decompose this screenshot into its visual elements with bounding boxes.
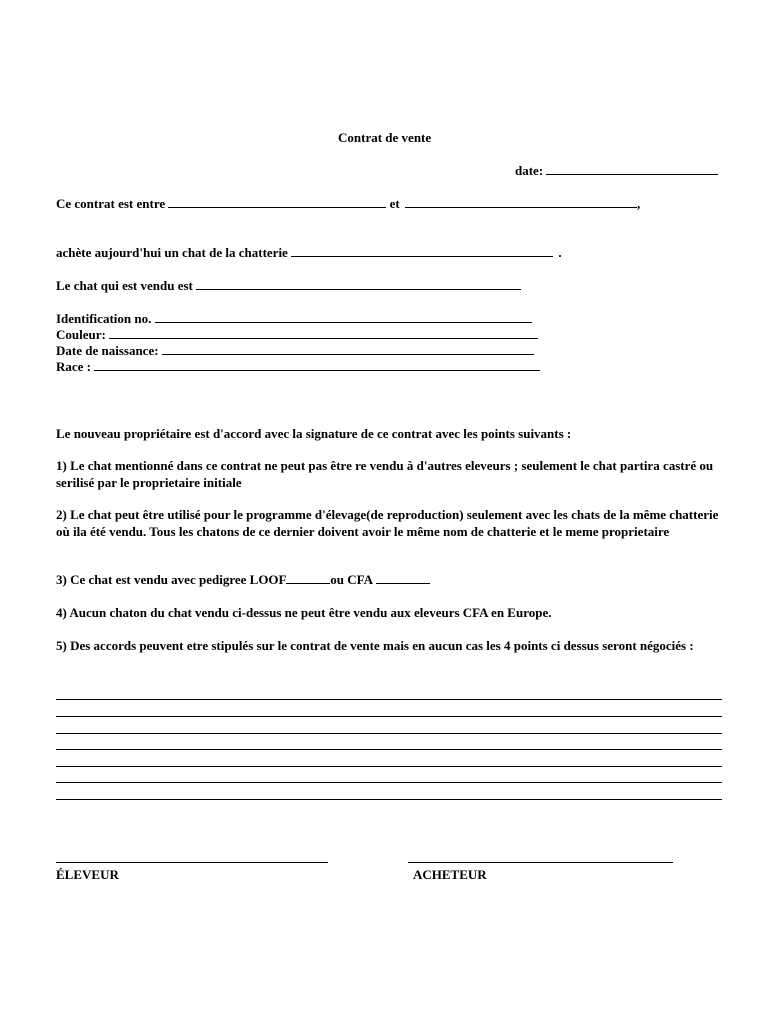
cat-field-identification	[56, 311, 532, 327]
identification-field[interactable]	[155, 311, 532, 323]
cat-field-birthdate	[56, 343, 534, 359]
birthdate-field[interactable]	[162, 343, 534, 355]
agreement-point-5: 5) Des accords peuvent etre stipulés sur le contrat de vente mais en aucun cas les 4 points ci dessus seront négociés :	[56, 638, 694, 653]
agreement-point-3	[56, 572, 430, 588]
agreement-point-4: 4) Aucun chaton du chat vendu ci-dessus ne peut être vendu aux eleveurs CFA en Europe.	[56, 605, 552, 620]
page-title: Contrat de vente	[338, 130, 432, 145]
seller-name-field[interactable]	[168, 196, 386, 208]
cfa-field[interactable]	[376, 572, 430, 584]
notes-line[interactable]	[56, 716, 722, 717]
date-label: date:	[515, 163, 544, 178]
parties-row	[56, 196, 640, 212]
cattery-field[interactable]	[291, 245, 553, 257]
notes-line[interactable]	[56, 799, 722, 800]
field-label: Date de naissance:	[56, 343, 159, 358]
color-field[interactable]	[109, 327, 538, 339]
buyer-signature-line[interactable]	[408, 862, 673, 863]
cat-sold-label: Le chat qui est vendu est	[56, 278, 193, 293]
field-label: Race :	[56, 359, 92, 374]
and-label: et	[389, 196, 400, 211]
cat-sold-field[interactable]	[196, 278, 521, 290]
buyer-name-field[interactable]	[405, 196, 637, 208]
date-row	[515, 163, 718, 179]
purchase-text: achète aujourd'hui un chat de la chatterie	[56, 245, 288, 260]
buyer-label: ACHETEUR	[413, 867, 487, 882]
field-label: Couleur:	[56, 327, 106, 342]
agreement-intro: Le nouveau propriétaire est d'accord avec la signature de ce contrat avec les points suivants :	[56, 426, 572, 441]
notes-line[interactable]	[56, 733, 722, 734]
cat-field-color	[56, 327, 538, 343]
cat-field-breed	[56, 359, 540, 375]
breed-field[interactable]	[94, 359, 540, 371]
cat-sold-row	[56, 278, 521, 294]
purchase-period: .	[558, 245, 562, 260]
loof-field[interactable]	[286, 572, 330, 584]
point3-text-a: 3) Ce chat est vendu avec pedigree LOOF	[56, 572, 286, 587]
purchase-row	[56, 245, 562, 261]
agreement-point-2: 2) Le chat peut être utilisé pour le programme d'élevage(de reproduction) seulement avec les chats de la même chatterie où ila été vendu. Tous les chatons de ce dernier doivent avoir le même nom de chatterie et le meme proprietaire	[56, 507, 719, 539]
breeder-signature-line[interactable]	[56, 862, 328, 863]
between-label: Ce contrat est entre	[56, 196, 166, 211]
breeder-label: ÉLEVEUR	[56, 867, 119, 882]
agreement-point-1: 1) Le chat mentionné dans ce contrat ne peut pas être re vendu à d'autres eleveurs ; seulement le chat partira castré ou serilisé par le proprietaire initiale	[56, 458, 714, 490]
field-label: Identification no.	[56, 311, 152, 326]
date-field[interactable]	[546, 163, 718, 175]
notes-line[interactable]	[56, 782, 722, 783]
notes-line[interactable]	[56, 749, 722, 750]
notes-line[interactable]	[56, 766, 722, 767]
comma: ,	[637, 196, 641, 211]
point3-text-b: ou CFA	[330, 572, 373, 587]
notes-line[interactable]	[56, 699, 722, 700]
